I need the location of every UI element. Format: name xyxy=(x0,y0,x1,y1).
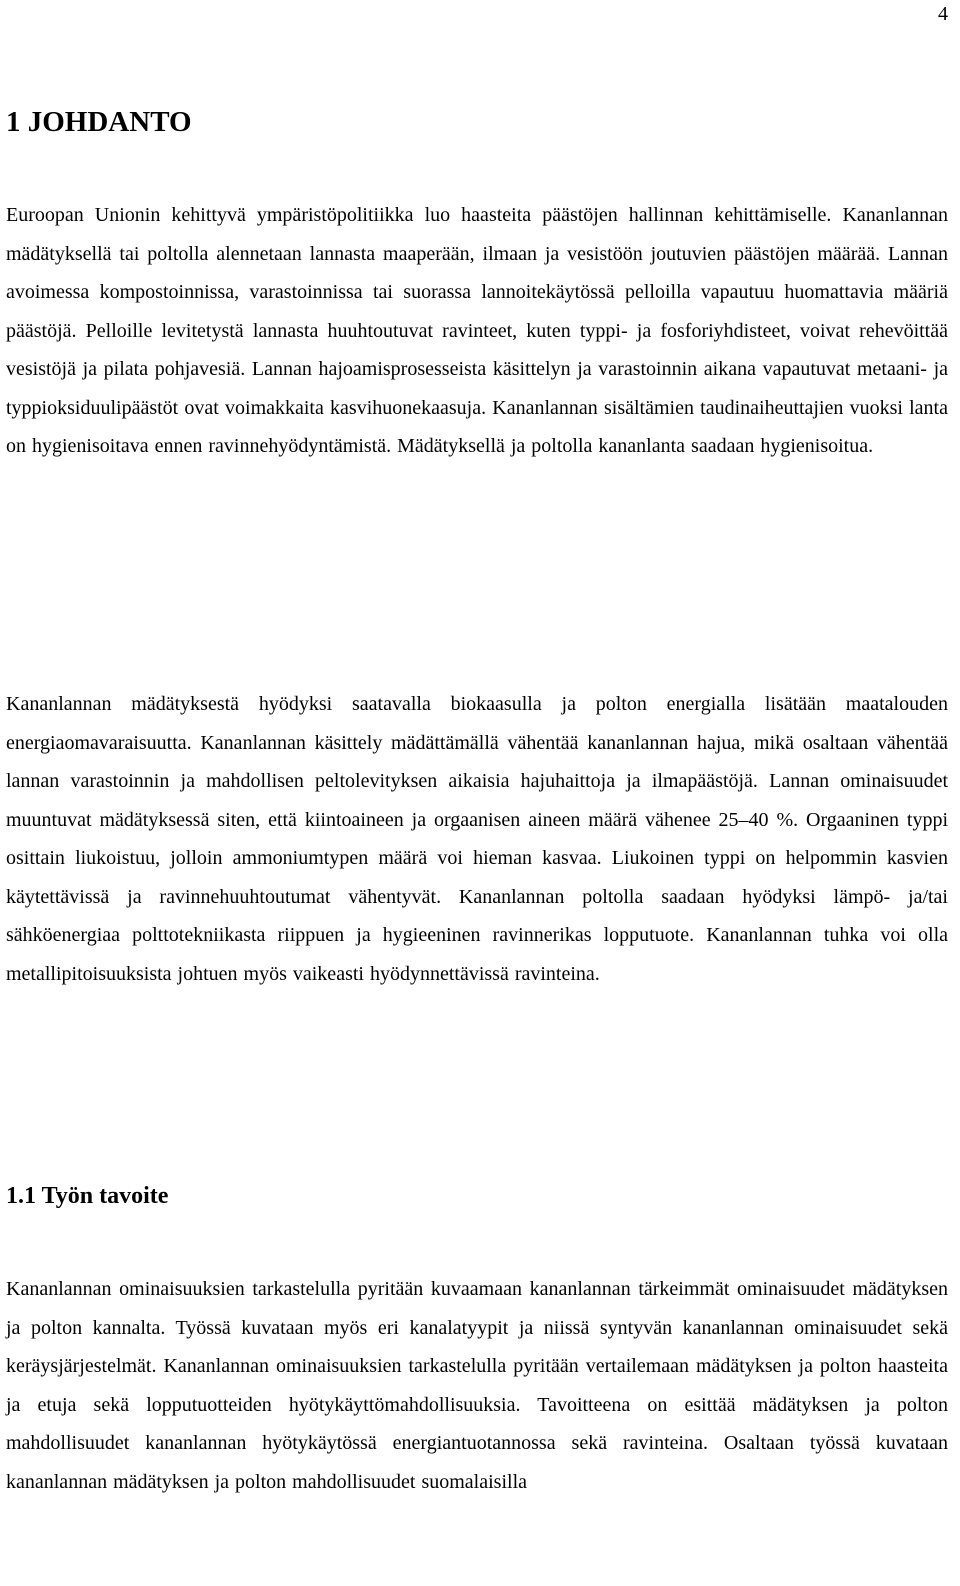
intro-paragraph-1: Euroopan Unionin kehittyvä ympäristöpolitiikka luo haasteita päästöjen hallinnan kehittämiselle. Kananlannan mädätyksellä tai poltolla alennetaan lannasta maaperään, ilmaan ja vesistöön joutuvien päästöjen määrää. Lannan avoimessa kompostoinnissa, varastoinnissa tai suorassa lannoitekäytössä pelloilla vapautuu huomattavia määriä päästöjä. Pelloille levitetystä lannasta huuhtoutuvat ravinteet, kuten typpi- ja fosforiyhdisteet, voivat rehevöittää vesistöjä ja pilata pohjavesiä. Lannan hajoamisprosesseista käsittelyn ja varastoinnin aikana vapautuvat metaani- ja typpioksiduulipäästöt ovat voimakkaita kasvihuonekaasuja. Kananlannan sisältämien taudinaiheuttajien vuoksi lanta on hygienisoitava ennen ravinnehyödyntämistä. Mädätyksellä ja poltolla kananlanta saadaan hygienisoitua. xyxy=(6,204,948,457)
chapter-heading: 1 JOHDANTO xyxy=(6,106,192,138)
section-heading: 1.1 Työn tavoite xyxy=(6,1183,169,1209)
intro-paragraph-2: Kananlannan mädätyksestä hyödyksi saatavalla biokaasulla ja polton energialla lisätään maatalouden energiaomavaraisuutta. Kananlannan käsittely mädättämällä vähentää kananlannan hajua, mikä osaltaan vähentää lannan varastoinnin ja mahdollisen peltolevityksen aikaisia hajuhaittoja ja ilmapäästöjä. Lannan ominaisuudet muuntuvat mädätyksessä siten, että kiintoaineen ja orgaanisen aineen määrä vähenee 25–40 %. Orgaaninen typpi osittain liukoistuu, jolloin ammoniumtypen määrä voi hieman kasvaa. Liukoinen typpi on helpommin kasvien käytettävissä ja ravinnehuuhtoutumat vähentyvät. Kananlannan poltolla saadaan hyödyksi lämpö- ja/tai sähköenergiaa polttotekniikasta riippuen ja hygieeninen ravinnerikas lopputuote. Kananlannan tuhka voi olla metallipitoisuuksista johtuen myös vaikeasti hyödynnettävissä ravinteina. xyxy=(6,693,948,985)
goal-paragraph: Kananlannan ominaisuuksien tarkastelulla pyritään kuvaamaan kananlannan tärkeimmät ominaisuudet mädätyksen ja polton kannalta. Työssä kuvataan myös eri kanalatyypit ja niissä syntyvän kananlannan ominaisuudet sekä keräysjärjestelmät. Kananlannan ominaisuuksien tarkastelulla pyritään vertailemaan mädätyksen ja polton haasteita ja etuja sekä lopputuotteiden hyötykäyttömahdollisuuksia. Tavoitteena on esittää mädätyksen ja polton mahdollisuudet kananlannan hyötykäytössä energiantuotannossa sekä ravinteina. Osaltaan työssä kuvataan kananlannan mädätyksen ja polton mahdollisuudet suomalaisilla xyxy=(6,1278,948,1493)
page-number: 4 xyxy=(938,3,948,25)
